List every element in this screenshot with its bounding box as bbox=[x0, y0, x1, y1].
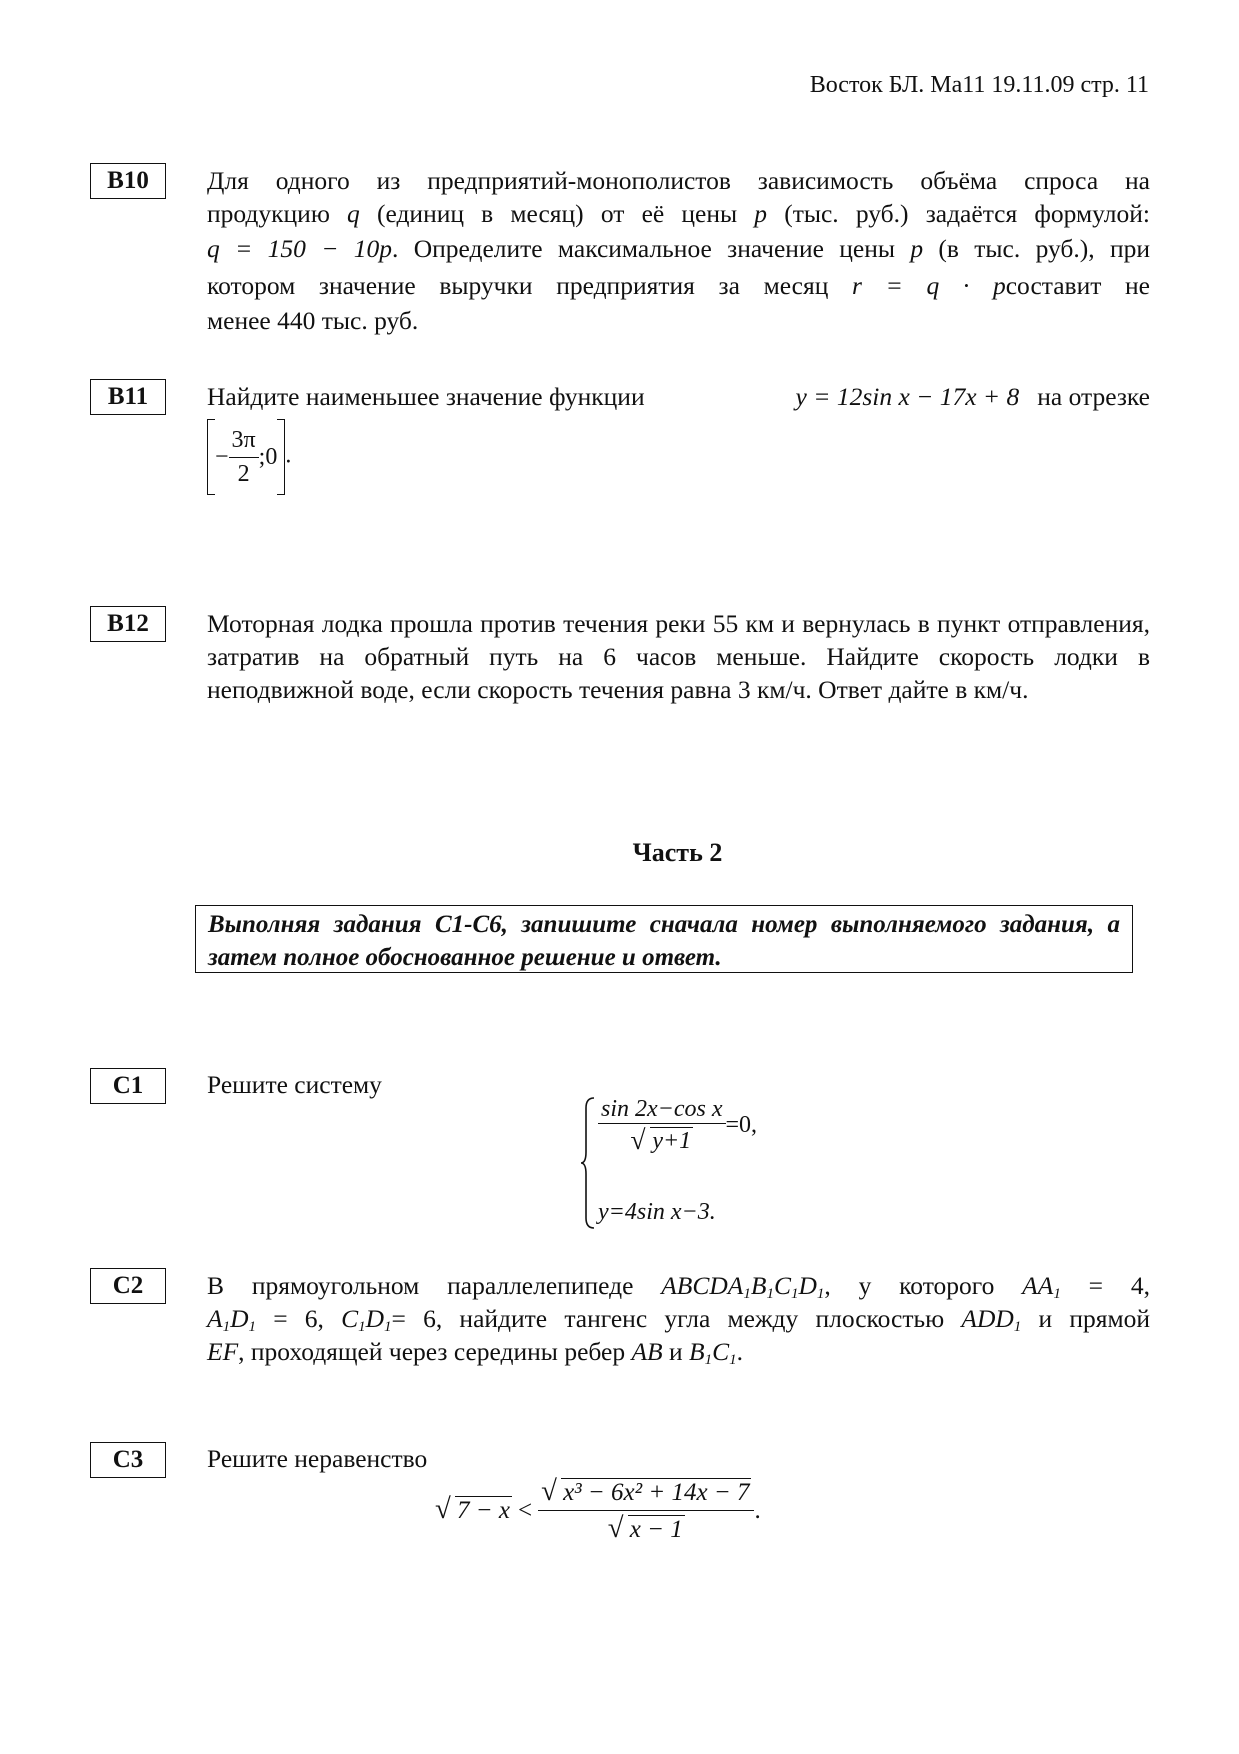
task-text-b11 bbox=[207, 380, 1150, 495]
instruction-box: Выполняя задания С1-С6, запишите сначала номер выполняемого задания, а затем полное обоснованное решение и ответ. bbox=[195, 905, 1133, 973]
figure-name: $ABCDA_1B_1C_1D_1$ bbox=[661, 1271, 825, 1302]
plane-name: ADD bbox=[961, 1304, 1014, 1333]
radicand: x − 1 bbox=[629, 1515, 683, 1543]
radicand: y+1 bbox=[652, 1128, 692, 1154]
interval-fraction bbox=[229, 424, 259, 491]
b10-line bbox=[207, 269, 1150, 302]
b10-text: продукцию bbox=[207, 199, 348, 228]
left-bracket bbox=[207, 419, 215, 495]
fraction-numerator: sin 2x−cos x bbox=[598, 1096, 726, 1124]
equation-system bbox=[580, 1096, 757, 1230]
less-than-sign: < bbox=[517, 1497, 533, 1525]
fraction-numerator bbox=[538, 1478, 754, 1511]
fraction-denominator bbox=[605, 1511, 688, 1545]
var-p: p bbox=[754, 199, 768, 228]
interval-minus: − bbox=[215, 443, 229, 470]
c2-text: и bbox=[662, 1337, 690, 1366]
task-label-b10: B10 bbox=[90, 163, 166, 199]
b10-text: (тыс. руб.) задаётся формулой: bbox=[767, 199, 1150, 228]
system-brace bbox=[580, 1096, 596, 1230]
period: . bbox=[285, 442, 292, 469]
c2-text: , у которого bbox=[824, 1271, 1023, 1300]
b10-line bbox=[207, 232, 1150, 265]
c2-text: , проходящей через середины ребер bbox=[238, 1337, 632, 1366]
part-title: Часть 2 bbox=[632, 838, 723, 867]
interval bbox=[207, 419, 285, 495]
page-header: Восток БЛ. Ма11 19.11.09 стр. 11 bbox=[809, 72, 1149, 98]
b10-text: (единиц в месяц) от её цены bbox=[359, 199, 755, 228]
b11-interval-line bbox=[207, 419, 1150, 495]
task-label-b12: B12 bbox=[90, 606, 166, 642]
plane-add1: $ADD_1$ bbox=[961, 1304, 1022, 1335]
sqrt bbox=[608, 1515, 685, 1545]
task-label-c1: С1 bbox=[90, 1068, 166, 1104]
c2-line bbox=[207, 1335, 1150, 1368]
b10-text: (в тыс. руб.), при bbox=[923, 234, 1150, 263]
fraction-numerator: 3π bbox=[229, 424, 259, 458]
c2-text: = 4, bbox=[1060, 1271, 1150, 1300]
b10-text: составит не bbox=[1005, 271, 1150, 300]
equation-1 bbox=[598, 1096, 757, 1156]
b11-line bbox=[207, 380, 1150, 413]
interval-end: ;0 bbox=[258, 443, 278, 470]
inequality bbox=[435, 1478, 761, 1545]
edge-name: C bbox=[341, 1304, 359, 1333]
period: . bbox=[754, 1497, 761, 1525]
edge-c1d1: $C_1D_1$ bbox=[341, 1304, 392, 1335]
task-text-b12: Моторная лодка прошла против течения реки 55 км и вернулась в пункт отправления, затратив на обратный путь на 6 часов меньше. Найдите скорость лодки в неподвижной воде, если скорость течения равна 3 км/ч. Ответ дайте в км/ч. bbox=[207, 609, 1150, 704]
c2-text: = 6, bbox=[256, 1304, 342, 1333]
task-label-c3: С3 bbox=[90, 1442, 166, 1478]
system-equations bbox=[596, 1096, 757, 1230]
sqrt bbox=[630, 1127, 693, 1156]
task-text-c3: Решите неравенство bbox=[207, 1444, 428, 1473]
var-p: p bbox=[910, 234, 924, 263]
b11-text: на отрезке bbox=[1037, 382, 1150, 411]
edge-name: A bbox=[207, 1304, 223, 1333]
equation-1-rhs: =0, bbox=[725, 1112, 758, 1139]
c2-line bbox=[207, 1302, 1150, 1335]
b10-text: котором значение выручки предприятия за месяц bbox=[207, 271, 853, 300]
figure-name-part: ABCDA bbox=[661, 1271, 744, 1300]
radicand: 7 − x bbox=[457, 1497, 510, 1525]
c2-text: = 6, найдите тангенс угла между плоскостью bbox=[391, 1304, 962, 1333]
edge-aa1: $AA_1$ bbox=[1022, 1271, 1061, 1302]
b10-line: менее 440 тыс. руб. bbox=[207, 306, 419, 335]
function-formula: y = 12sin x − 17x + 8 bbox=[795, 382, 1020, 411]
edge-a1d1: $A_1D_1$ bbox=[207, 1304, 256, 1335]
b10-line bbox=[207, 197, 1150, 230]
fraction-denominator: 2 bbox=[237, 460, 250, 487]
task-label-b11: B11 bbox=[90, 379, 166, 415]
demand-formula: q = 150 − 10p bbox=[207, 234, 392, 263]
edge-b1c1: $B_1C_1$ bbox=[689, 1337, 737, 1368]
b10-text: . Определите максимальное значение цены bbox=[391, 234, 911, 263]
c2-text: В прямоугольном параллелепипеде bbox=[207, 1271, 662, 1300]
sqrt bbox=[541, 1478, 751, 1508]
radicand: x³ − 6x² + 14x − 7 bbox=[563, 1479, 750, 1506]
line-ef: EF bbox=[207, 1337, 239, 1366]
c2-line bbox=[207, 1269, 1150, 1302]
task-label-c2: С2 bbox=[90, 1268, 166, 1304]
c2-text: и прямой bbox=[1021, 1304, 1150, 1333]
c2-text: . bbox=[736, 1337, 743, 1366]
b11-text: Найдите наименьшее значение функции bbox=[207, 382, 645, 411]
task-text-c1: Решите систему bbox=[207, 1070, 382, 1099]
fraction-denominator bbox=[627, 1124, 696, 1156]
revenue-formula: r = q · p bbox=[852, 271, 1006, 300]
equation-1-fraction bbox=[598, 1096, 726, 1156]
edge-name: B bbox=[689, 1337, 705, 1366]
task-text-b10 bbox=[207, 164, 1150, 337]
task-text-c2 bbox=[207, 1269, 1150, 1368]
sqrt bbox=[435, 1496, 512, 1526]
inequality-fraction bbox=[538, 1478, 754, 1545]
equation-2: y=4sin x−3. bbox=[598, 1199, 716, 1225]
edge-name: AA bbox=[1022, 1271, 1054, 1300]
var-q: q bbox=[347, 199, 360, 228]
b11-text-right bbox=[796, 380, 1150, 413]
edge-ab: AB bbox=[631, 1337, 663, 1366]
b10-line: Для одного из предприятий-монополистов зависимость объёма спроса на bbox=[207, 166, 1150, 195]
